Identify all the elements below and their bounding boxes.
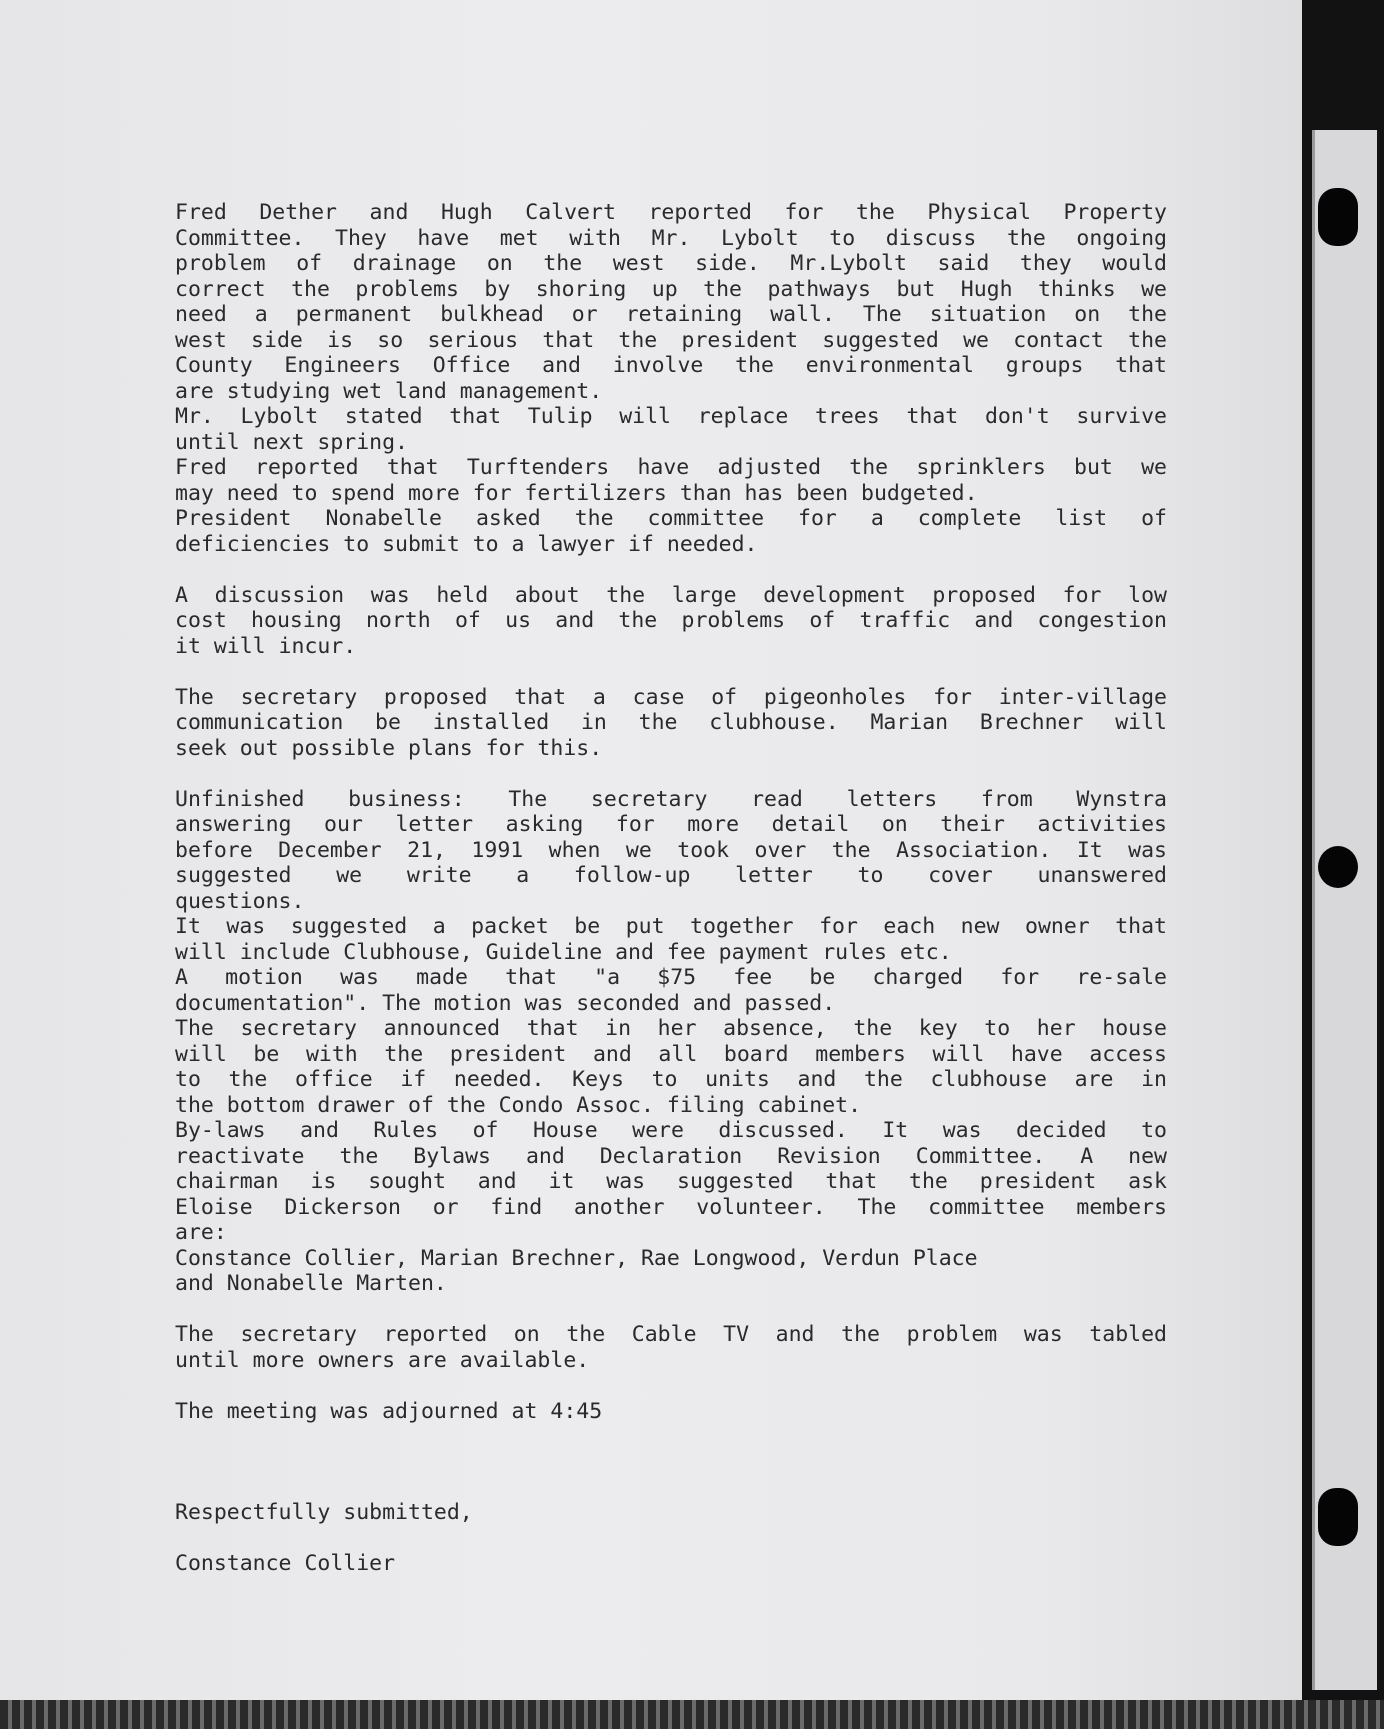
minutes-paragraphs <box>175 200 1167 1424</box>
text-line: are: <box>175 1220 227 1245</box>
text-line: cost housing north of us and the problems of traffic and congestion <box>175 608 1167 633</box>
text-line: questions. <box>175 888 305 914</box>
text-line: The secretary announced that in her absence, the key to her house <box>175 1016 1167 1041</box>
text-line: the bottom drawer of the Condo Assoc. filing cabinet. <box>175 1092 862 1118</box>
text-line: are studying wet land management. <box>175 378 603 404</box>
text-line: until more owners are available. <box>175 1347 590 1373</box>
text-line: The secretary proposed that a case of pigeonholes for inter-village <box>175 684 1167 710</box>
text-line: suggested we write a follow-up letter to cover unanswered <box>175 863 1167 888</box>
closing-line: Respectfully submitted, <box>175 1500 473 1525</box>
text-line: before December 21, 1991 when we took over the Association. It was <box>175 837 1167 863</box>
text-line: answering our letter asking for more detail on their activities <box>175 812 1167 837</box>
text-line: Eloise Dickerson or find another volunteer. The committee members <box>175 1194 1167 1220</box>
minutes-paragraph <box>175 685 1167 762</box>
text-line: until next spring. <box>175 429 408 455</box>
text-line: By-laws and Rules of House were discussed. It was decided to <box>175 1118 1167 1143</box>
text-line: deficiencies to submit to a lawyer if needed. <box>175 531 758 557</box>
text-line: and Nonabelle Marten. <box>175 1271 447 1296</box>
text-line: chairman is sought and it was suggested that the president ask <box>175 1169 1167 1194</box>
text-line: County Engineers Office and involve the environmental groups that <box>175 353 1167 378</box>
text-line: seek out possible plans for this. <box>175 735 603 761</box>
text-line: it will incur. <box>175 633 357 659</box>
minutes-paragraph <box>175 787 1167 1297</box>
signature-name: Constance Collier <box>175 1551 396 1576</box>
text-line: reactivate the Bylaws and Declaration Revision Committee. A new <box>175 1143 1167 1169</box>
text-line: problem of drainage on the west side. Mr.Lybolt said they would <box>175 251 1167 276</box>
text-line: Unfinished business: The secretary read letters from Wynstra <box>175 786 1167 812</box>
minutes-body <box>175 200 1167 1577</box>
text-line: correct the problems by shoring up the pathways but Hugh thinks we <box>175 276 1167 302</box>
text-line: Fred reported that Turftenders have adjusted the sprinklers but we <box>175 455 1167 480</box>
minutes-paragraph <box>175 1399 1167 1425</box>
minutes-paragraph <box>175 1322 1167 1373</box>
text-line: Constance Collier, Marian Brechner, Rae Longwood, Verdun Place <box>175 1245 978 1271</box>
binder-bottom-edge <box>0 1700 1384 1729</box>
text-line: Fred Dether and Hugh Calvert reported for the Physical Property <box>175 200 1167 225</box>
text-line: to the office if needed. Keys to units and the clubhouse are in <box>175 1067 1167 1092</box>
text-line: The secretary reported on the Cable TV and the problem was tabled <box>175 1322 1167 1347</box>
binder-hole-middle <box>1318 846 1358 888</box>
text-line: west side is so serious that the president suggested we contact the <box>175 327 1167 353</box>
binder-hole-bottom <box>1318 1488 1358 1546</box>
text-line: Committee. They have met with Mr. Lybolt to discuss the ongoing <box>175 225 1167 251</box>
text-line: communication be installed in the clubhouse. Marian Brechner will <box>175 710 1167 735</box>
text-line: will be with the president and all board members will have access <box>175 1041 1167 1067</box>
text-line: Mr. Lybolt stated that Tulip will replace trees that don't survive <box>175 404 1167 429</box>
binder-hole-top <box>1318 188 1358 246</box>
text-line: A discussion was held about the large development proposed for low <box>175 582 1167 608</box>
minutes-paragraph <box>175 583 1167 660</box>
text-line: It was suggested a packet be put together for each new owner that <box>175 914 1167 939</box>
text-line: need a permanent bulkhead or retaining wall. The situation on the <box>175 302 1167 327</box>
binder-rail <box>1312 130 1377 1690</box>
text-line: may need to spend more for fertilizers than has been budgeted. <box>175 480 978 506</box>
text-line: A motion was made that "a $75 fee be charged for re-sale <box>175 965 1167 990</box>
text-line: will include Clubhouse, Guideline and fee payment rules etc. <box>175 939 952 965</box>
text-line: President Nonabelle asked the committee for a complete list of <box>175 506 1167 531</box>
text-line: The meeting was adjourned at 4:45 <box>175 1398 603 1424</box>
minutes-paragraph <box>175 200 1167 557</box>
text-line: documentation". The motion was seconded and passed. <box>175 990 836 1016</box>
